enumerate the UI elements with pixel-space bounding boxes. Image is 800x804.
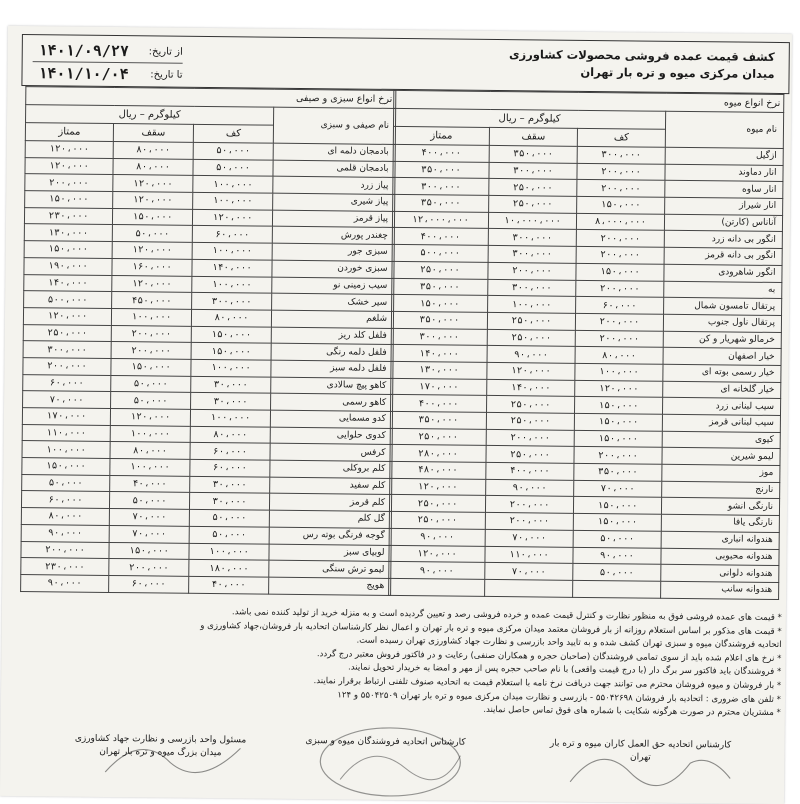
vegetable-name-cell: کدوی حلوایی: [270, 427, 392, 445]
vegetable-price-table: [20, 86, 396, 595]
vegetable-max-price-cell: ۱۰۰،۰۰۰: [110, 425, 190, 443]
vegetable-min-price-cell: ۱۰۰،۰۰۰: [191, 359, 271, 377]
vegetable-best-price-cell: ۶۰،۰۰۰: [23, 374, 111, 392]
vegetable-best-price-cell: ۱۲۰،۰۰۰: [23, 307, 111, 325]
fruit-name-cell: نارنج: [662, 481, 780, 499]
fruit-best-price-cell: ۳۵۰،۰۰۰: [393, 161, 489, 179]
fruit-best-price-cell: ۳۰۰،۰۰۰: [391, 328, 487, 346]
fruit-best-price-cell: ۱۴۰،۰۰۰: [391, 345, 487, 363]
fruit-name-cell: نارنگی انشو: [661, 498, 779, 516]
vegetable-max-price-cell: ۵۰،۰۰۰: [110, 492, 190, 510]
vegetable-max-price-cell: ۱۵۰،۰۰۰: [112, 208, 192, 226]
footnote-line: * نرخ های اعلام شده باید از سوی تمامی فروشندگان (صاحبان حجره و همکاران صنفی) رعایت و در فاکتور فروش معتبر درج گردد.: [316, 648, 782, 664]
fruit-min-price-cell: ۸۰،۰۰۰: [575, 347, 663, 365]
fruit-max-price-cell: ۲۰۰،۰۰۰: [485, 513, 573, 531]
vegetable-min-header: کف: [193, 124, 273, 143]
fruit-name-cell: به: [664, 281, 782, 299]
fruit-min-price-cell: ۲۰۰،۰۰۰: [576, 280, 664, 298]
fruit-name-cell: سیب لبنانی زرد: [663, 398, 781, 416]
vegetable-min-price-cell: ۱۴۰،۰۰۰: [192, 259, 272, 277]
fruit-min-price-cell: ۵۰،۰۰۰: [573, 564, 661, 582]
vegetable-name-cell: کلم قرمز: [270, 494, 392, 512]
fruit-max-price-cell: ۹۰،۰۰۰: [486, 479, 574, 497]
vegetable-name-cell: پیاز زرد: [273, 177, 395, 195]
fruit-max-price-cell: ۱۱۰،۰۰۰: [485, 546, 573, 564]
fruit-best-price-cell: ۳۵۰،۰۰۰: [392, 278, 488, 296]
vegetable-min-price-cell: ۱۵۰،۰۰۰: [191, 343, 271, 361]
vegetable-unit-header: کیلوگرم – ریال: [26, 105, 274, 126]
vegetable-best-price-cell: ۱۵۰،۰۰۰: [24, 241, 112, 259]
vegetable-min-price-cell: ۳۰،۰۰۰: [190, 476, 270, 494]
vegetable-min-price-cell: ۱۰۰،۰۰۰: [193, 192, 273, 210]
fruit-max-price-cell: ۷۰،۰۰۰: [485, 563, 573, 581]
vegetable-best-price-cell: ۱۱۰،۰۰۰: [22, 424, 110, 442]
vegetable-best-price-cell: ۱۵۰،۰۰۰: [25, 191, 113, 209]
vegetable-best-price-cell: ۲۰۰،۰۰۰: [25, 174, 113, 192]
vegetable-best-price-cell: ۱۵۰،۰۰۰: [22, 458, 110, 476]
fruit-max-price-cell: ۲۵۰،۰۰۰: [487, 312, 575, 330]
fruit-name-cell: پرتقال ناول جنوب: [663, 314, 781, 332]
vegetable-max-price-cell: ۲۰۰،۰۰۰: [111, 342, 191, 360]
fruit-name-cell: آناناس (کارتن): [664, 214, 782, 232]
fruit-min-price-cell: ۲۰۰،۰۰۰: [575, 313, 663, 331]
fruit-max-price-cell: ۱۲۰،۰۰۰: [487, 362, 575, 380]
fruit-min-price-cell: ۷۰،۰۰۰: [574, 480, 662, 498]
fruit-min-price-cell: ۲۰۰،۰۰۰: [574, 447, 662, 465]
fruit-min-price-cell: ۲۰۰،۰۰۰: [577, 163, 665, 181]
vegetable-max-price-cell: ۸۰،۰۰۰: [113, 142, 193, 160]
vegetable-best-price-cell: ۸۰،۰۰۰: [21, 508, 109, 526]
fruit-best-price-cell: ۱۷۰،۰۰۰: [391, 378, 487, 396]
fruit-min-price-cell: ۵۰،۰۰۰: [573, 530, 661, 548]
from-date-value: ۱۴۰۱/۰۹/۲۷: [38, 41, 130, 61]
fruit-name-cell: خیار اصفهان: [663, 348, 781, 366]
fruit-max-price-cell: ۱۰،۰۰۰،۰۰۰: [488, 212, 576, 230]
fruit-best-price-cell: ۴۰۰،۰۰۰: [392, 228, 488, 246]
fruit-best-price-cell: ۱۵۰،۰۰۰: [392, 295, 488, 313]
vegetable-max-price-cell: ۵۰،۰۰۰: [111, 375, 191, 393]
fruit-best-price-cell: ۹۰،۰۰۰: [389, 528, 485, 546]
fruit-max-price-cell: ۱۰۰،۰۰۰: [488, 296, 576, 314]
vegetable-name-cell: سیر خشک: [272, 293, 394, 311]
vegetable-min-price-cell: ۳۰،۰۰۰: [191, 393, 271, 411]
vegetable-best-price-cell: ۱۷۰،۰۰۰: [22, 408, 110, 426]
signature-inspection-officer: مسئول واحد بازرسی و نظارت جهاد کشاورزی میدان بزرگ میوه و تره بار تهران: [74, 733, 247, 759]
fruit-best-price-cell: ۳۵۰،۰۰۰: [390, 411, 486, 429]
vegetable-max-price-cell: ۵۰،۰۰۰: [111, 392, 191, 410]
vegetable-best-price-cell: ۲۳۰،۰۰۰: [24, 207, 112, 225]
vegetable-max-price-cell: ۱۲۰،۰۰۰: [113, 175, 193, 193]
fruit-best-price-cell: ۴۰۰،۰۰۰: [393, 144, 489, 162]
fruit-best-price-cell: ۴۰۰،۰۰۰: [391, 395, 487, 413]
document-title: [509, 46, 775, 83]
vegetable-name-header: نام صیفی و سبزی: [273, 107, 395, 144]
fruit-name-cell: هندوانه دلوانی: [661, 564, 779, 582]
fruit-best-price-cell: ۵۰۰،۰۰۰: [392, 245, 488, 263]
fruit-best-price-cell: ۴۸۰،۰۰۰: [390, 461, 486, 479]
vegetable-best-price-cell: ۱۲۰،۰۰۰: [25, 157, 113, 175]
fruit-min-price-cell: ۳۰۰،۰۰۰: [577, 146, 665, 164]
vegetable-name-cell: پیاز شیری: [273, 193, 395, 211]
fruit-max-price-cell: ۲۵۰،۰۰۰: [486, 446, 574, 464]
vegetable-max-price-cell: ۲۰۰،۰۰۰: [109, 559, 189, 577]
fruit-name-cell: هندوانه انباری: [661, 531, 779, 549]
fruit-name-cell: هندوانه محبوبی: [661, 548, 779, 566]
vegetable-max-price-cell: ۸۰،۰۰۰: [110, 442, 190, 460]
fruit-min-price-cell: ۱۵۰،۰۰۰: [573, 513, 661, 531]
fruit-min-price-cell: ۱۵۰،۰۰۰: [574, 413, 662, 431]
vegetable-best-price-cell: ۲۵۰،۰۰۰: [23, 324, 111, 342]
footnote-line: * بار فروشان و میوه فروشان محترم می توانند جهت دریافت نرخ نامه با استعلام قیمت به اتحادیه صنوف تلفنی ارتباط برقرار نمایند.: [313, 676, 782, 691]
vegetable-name-cell: کدو مسمایی: [270, 410, 392, 428]
fruit-name-cell: انار شیراز: [665, 197, 783, 215]
vegetable-rows: [21, 141, 396, 595]
vegetable-min-price-cell: ۱۲۰،۰۰۰: [192, 209, 272, 227]
vegetable-max-price-cell: ۴۵۰،۰۰۰: [112, 292, 192, 310]
fruit-min-price-cell: ۲۰۰،۰۰۰: [575, 330, 663, 348]
vegetable-best-price-cell: ۱۹۰،۰۰۰: [24, 257, 112, 275]
vegetable-min-price-cell: ۶۰،۰۰۰: [192, 226, 272, 244]
vegetable-min-price-cell: ۶۰،۰۰۰: [190, 459, 270, 477]
vegetable-max-price-cell: ۵۰،۰۰۰: [112, 225, 192, 243]
fruit-max-price-cell: ۲۰۰،۰۰۰: [486, 429, 574, 447]
vegetable-max-price-cell: ۱۲۰،۰۰۰: [112, 242, 192, 260]
vegetable-min-price-cell: ۱۵۰،۰۰۰: [191, 326, 271, 344]
vegetable-best-price-cell: ۵۰،۰۰۰: [22, 474, 110, 492]
vegetable-row: [21, 574, 391, 595]
title-line-2: میدان مرکزی میوه و تره بار تهران: [580, 64, 775, 81]
fruit-min-price-cell: ۱۵۰،۰۰۰: [575, 397, 663, 415]
fruit-min-price-cell: [573, 580, 661, 598]
vegetable-best-header: ممتاز: [25, 123, 113, 142]
fruit-best-price-cell: ۲۵۰،۰۰۰: [389, 495, 485, 513]
vegetable-name-cell: فلفل دلمه سبز: [271, 360, 393, 378]
fruit-best-price-cell: ۱۳۰،۰۰۰: [391, 361, 487, 379]
fruit-max-price-cell: ۲۵۰،۰۰۰: [489, 179, 577, 197]
vegetable-name-cell: لیمو ترش سنگی: [269, 560, 391, 578]
vegetable-max-price-cell: ۱۲۰،۰۰۰: [110, 408, 190, 426]
fruit-best-price-cell: ۱۲،۰۰۰،۰۰۰: [392, 211, 488, 229]
vegetable-name-cell: چغندر پورش: [272, 227, 394, 245]
vegetable-min-price-cell: ۵۰،۰۰۰: [193, 159, 273, 177]
vegetable-max-price-cell: ۱۲۰،۰۰۰: [112, 275, 192, 293]
fruit-best-price-cell: ۲۵۰،۰۰۰: [390, 428, 486, 446]
vegetable-best-price-cell: ۹۰،۰۰۰: [21, 524, 109, 542]
vegetable-name-cell: سبزی خوردن: [272, 260, 394, 278]
price-sheet: [0, 26, 792, 804]
footnote-line: * مشتریان محترم در صورت هرگونه شکایت با شماره های فوق تماس حاصل نمایند.: [483, 705, 781, 719]
fruit-min-price-cell: ۱۵۰،۰۰۰: [573, 497, 661, 515]
fruit-max-price-cell: ۳۰۰،۰۰۰: [488, 246, 576, 264]
vegetable-name-cell: کاهو پیچ سالادی: [271, 377, 393, 395]
vegetable-name-cell: هویج: [269, 577, 391, 595]
vegetable-max-price-cell: ۱۰۰،۰۰۰: [111, 308, 191, 326]
fruit-min-price-cell: ۹۰،۰۰۰: [573, 547, 661, 565]
fruit-max-price-cell: ۲۵۰،۰۰۰: [487, 396, 575, 414]
fruit-name-cell: سیب لبنانی قرمز: [662, 414, 780, 432]
vegetable-min-price-cell: ۸۰،۰۰۰: [190, 426, 270, 444]
vegetable-min-price-cell: ۵۰،۰۰۰: [193, 142, 273, 160]
fruit-min-price-cell: ۶۰،۰۰۰: [576, 297, 664, 315]
fruit-max-price-cell: ۲۰۰،۰۰۰: [485, 496, 573, 514]
footnote-line: * فروشندگان باید فاکتور سر برگ دار (با درج قیمت واقعی) با نام صاحب حجره پس از مهر و امضا به خریدار تحویل نمایند.: [347, 662, 782, 678]
vegetable-best-price-cell: ۲۰۰،۰۰۰: [23, 358, 111, 376]
vegetable-best-price-cell: ۱۴۰،۰۰۰: [24, 274, 112, 292]
fruit-min-price-cell: ۸،۰۰۰،۰۰۰: [576, 213, 664, 231]
vegetable-min-price-cell: ۱۰۰،۰۰۰: [189, 543, 269, 561]
vegetable-name-cell: کلم سفید: [270, 477, 392, 495]
fruit-best-price-cell: ۳۵۰،۰۰۰: [391, 311, 487, 329]
fruit-max-price-cell: ۷۰،۰۰۰: [485, 529, 573, 547]
to-date-row: [32, 62, 182, 86]
fruit-min-price-cell: ۲۰۰،۰۰۰: [576, 246, 664, 264]
fruit-min-price-cell: ۲۰۰،۰۰۰: [577, 180, 665, 198]
fruit-name-cell: پرتقال تامسون شمال: [664, 297, 782, 315]
vegetable-max-price-cell: ۷۰،۰۰۰: [109, 525, 189, 543]
fruit-rows: [389, 144, 784, 599]
vegetable-min-price-cell: ۱۰۰،۰۰۰: [192, 276, 272, 294]
vegetable-min-price-cell: ۱۰۰،۰۰۰: [190, 409, 270, 427]
vegetable-name-cell: سبزی جور: [272, 243, 394, 261]
vegetable-best-price-cell: ۹۰،۰۰۰: [21, 574, 109, 592]
fruit-min-price-cell: ۲۰۰،۰۰۰: [576, 230, 664, 248]
vegetable-max-price-cell: ۱۰۰،۰۰۰: [110, 459, 190, 477]
from-date-label: از تاریخ:: [148, 45, 183, 58]
fruit-min-price-cell: ۱۵۰،۰۰۰: [576, 263, 664, 281]
footnote-line: * تلفن های ضروری : اتحادیه بار فروشان ۵۵۰۴۲۶۹۸ - بازرسی و نظارت میدان مرکزی میوه و تره بار تهران ۵۵۰۴۲۵۰۹ و ۱۲۴: [337, 689, 782, 705]
fruit-best-price-cell: ۱۲۰،۰۰۰: [389, 545, 485, 563]
fruit-name-cell: انگور بی دانه قرمز: [664, 247, 782, 265]
fruit-name-cell: لیمو شیرین: [662, 448, 780, 466]
fruit-max-price-cell: ۳۵۰،۰۰۰: [489, 145, 577, 163]
fruit-min-price-cell: ۱۵۰،۰۰۰: [577, 196, 665, 214]
fruit-max-price-cell: ۲۰۰،۰۰۰: [488, 262, 576, 280]
fruit-min-price-cell: ۱۰۰،۰۰۰: [575, 363, 663, 381]
fruit-max-price-cell: ۱۴۰،۰۰۰: [487, 379, 575, 397]
to-date-value: ۱۴۰۱/۱۰/۰۴: [38, 64, 129, 84]
fruit-min-header: کف: [577, 128, 665, 147]
vegetable-name-cell: گل کلم: [269, 510, 391, 528]
fruit-name-cell: هندوانه سانب: [661, 581, 779, 599]
vegetable-name-cell: بادمجان دلمه ای: [273, 143, 395, 161]
fruit-best-price-cell: ۲۸۰،۰۰۰: [390, 445, 486, 463]
vegetable-min-price-cell: ۳۰،۰۰۰: [190, 493, 270, 511]
vegetable-name-cell: گوجه فرنگی بوته رس: [269, 527, 391, 545]
fruit-best-price-cell: [389, 578, 485, 596]
footnote-line: * قیمت های مذکور بر اساس استعلام روزانه از بار فروشان معتمد میدان مرکزی میوه و تره بار تهران و اعمال نظر کارشناسان اتحادیه بار فروشان،جهاد کشاورزی و: [200, 620, 782, 637]
signature-brokers-union-expert: کارشناس اتحادیه حق العمل کاران میوه و تره بار تهران: [549, 738, 732, 763]
fruit-max-price-cell: ۲۵۰،۰۰۰: [487, 329, 575, 347]
fruit-max-price-cell: ۲۵۰،۰۰۰: [489, 196, 577, 214]
fruit-best-price-cell: ۳۵۰،۰۰۰: [393, 194, 489, 212]
vegetable-name-cell: فلفل دلمه رنگی: [271, 343, 393, 361]
title-line-1: کشف قیمت عمده فروشی محصولات کشاورزی: [508, 47, 775, 64]
fruit-max-price-cell: ۲۵۰،۰۰۰: [486, 412, 574, 430]
vegetable-min-price-cell: ۵۰،۰۰۰: [189, 526, 269, 544]
fruit-best-price-cell: ۲۵۰،۰۰۰: [389, 512, 485, 530]
fruit-best-header: ممتاز: [393, 126, 489, 145]
fruit-min-price-cell: ۱۲۰،۰۰۰: [575, 380, 663, 398]
vegetable-max-price-cell: ۱۵۰،۰۰۰: [109, 542, 189, 560]
fruit-max-price-cell: ۳۰۰،۰۰۰: [488, 279, 576, 297]
fruit-section-title: نرخ انواع میوه: [394, 90, 784, 112]
vegetable-min-price-cell: ۳۰۰،۰۰۰: [192, 293, 272, 311]
fruit-unit-header: کیلوگرم – ریال: [393, 108, 665, 129]
fruit-best-price-cell: ۳۰۰،۰۰۰: [393, 178, 489, 196]
fruit-min-price-cell: ۳۵۰،۰۰۰: [574, 463, 662, 481]
fruit-min-price-cell: ۱۵۰،۰۰۰: [574, 430, 662, 448]
vegetable-max-price-cell: ۸۰،۰۰۰: [113, 158, 193, 176]
vegetable-min-price-cell: ۱۰۰،۰۰۰: [192, 242, 272, 260]
fruit-max-price-cell: ۳۰۰،۰۰۰: [489, 162, 577, 180]
vegetable-best-price-cell: ۱۲۰،۰۰۰: [25, 141, 113, 159]
fruit-price-table: [388, 90, 784, 600]
vegetable-best-price-cell: ۲۰۰،۰۰۰: [21, 541, 109, 559]
vegetable-name-cell: کرفس: [270, 444, 392, 462]
vegetable-max-price-cell: ۶۰،۰۰۰: [109, 575, 189, 593]
vegetable-min-price-cell: ۶۰،۰۰۰: [190, 443, 270, 461]
fruit-best-price-cell: ۹۰،۰۰۰: [389, 562, 485, 580]
vegetable-min-price-cell: ۳۰،۰۰۰: [191, 376, 271, 394]
to-date-label: تا تاریخ:: [150, 68, 183, 81]
vegetable-name-cell: لوبیای سبز: [269, 544, 391, 562]
vegetable-max-price-cell: ۲۰۰،۰۰۰: [111, 325, 191, 343]
vegetable-best-price-cell: ۱۳۰،۰۰۰: [24, 224, 112, 242]
document-header: [21, 34, 790, 94]
vegetable-min-price-cell: ۴۰،۰۰۰: [189, 576, 269, 594]
round-stamp-icon: [310, 719, 471, 801]
vegetable-min-price-cell: ۵۰،۰۰۰: [189, 509, 269, 527]
vegetable-name-cell: بادمجان قلمی: [273, 160, 395, 178]
vegetable-max-header: سقف: [113, 124, 193, 143]
fruit-name-cell: انار ساوه: [665, 181, 783, 199]
vegetable-name-cell: کلم بروکلی: [270, 460, 392, 478]
fruit-name-cell: ازگیل: [665, 147, 783, 165]
fruit-name-cell: خیار رسمی بوته ای: [663, 364, 781, 382]
fruit-max-price-cell: ۳۰۰،۰۰۰: [488, 229, 576, 247]
vegetable-min-price-cell: ۱۰۰،۰۰۰: [193, 176, 273, 194]
fruit-name-cell: خرمالو شهریار و کن: [663, 331, 781, 349]
vegetable-name-cell: سیب زمینی نو: [272, 277, 394, 295]
vegetable-best-price-cell: ۳۰۰،۰۰۰: [23, 341, 111, 359]
vegetable-min-price-cell: ۱۸۰،۰۰۰: [189, 560, 269, 578]
footnote-line: * قیمت های عمده فروشی فوق به منظور نظارت و کنترل قیمت عمده و خرده فروشی رصد و تعیین گردیده است و به منزله خرید از تولید کننده نمی باشد.: [231, 607, 782, 624]
fruit-max-header: سقف: [489, 127, 577, 146]
vegetable-best-price-cell: ۲۳۰،۰۰۰: [21, 558, 109, 576]
vegetable-name-cell: شلغم: [271, 310, 393, 328]
date-range: [32, 39, 182, 86]
fruit-max-price-cell: [485, 579, 573, 597]
fruit-name-cell: خیار گلخانه ای: [663, 381, 781, 399]
vegetable-name-cell: فلفل کلد ریز: [271, 327, 393, 345]
fruit-name-header: نام میوه: [665, 111, 783, 148]
fruit-best-price-cell: ۱۲۰،۰۰۰: [390, 478, 486, 496]
vegetable-max-price-cell: ۴۰،۰۰۰: [110, 475, 190, 493]
footnotes: [15, 604, 782, 721]
fruit-name-cell: انگور بی دانه زرد: [664, 231, 782, 249]
fruit-name-cell: نارنگی یافا: [661, 514, 779, 532]
fruit-max-price-cell: ۴۰۰،۰۰۰: [486, 462, 574, 480]
vegetable-section-title: نرخ انواع سبزی و صیفی: [26, 87, 396, 109]
vegetable-max-price-cell: ۷۰،۰۰۰: [109, 509, 189, 527]
vegetable-best-price-cell: ۶۰،۰۰۰: [21, 491, 109, 509]
signature-vendors-union-expert: کارشناس اتحادیه فروشندگان میوه و سبزی: [305, 736, 466, 748]
fruit-name-cell: انگور شاهرودی: [664, 264, 782, 282]
fruit-name-cell: انار دماوند: [665, 164, 783, 182]
vegetable-name-cell: کاهو رسمی: [271, 393, 393, 411]
vegetable-min-price-cell: ۸۰،۰۰۰: [191, 309, 271, 327]
fruit-best-price-cell: ۲۵۰،۰۰۰: [392, 261, 488, 279]
vegetable-max-price-cell: ۱۶۰،۰۰۰: [112, 258, 192, 276]
footnote-line: اتحادیه فروشندگان میوه و سبزی تهران کشف شده و به تایید واحد بازرسی و نظارت جهاد کشاورزی تهران رسیده است.: [356, 635, 782, 651]
vegetable-name-cell: پیاز قرمز: [272, 210, 394, 228]
vegetable-max-price-cell: ۱۲۰،۰۰۰: [113, 192, 193, 210]
from-date-row: [33, 39, 183, 64]
vegetable-best-price-cell: ۱۰۰،۰۰۰: [22, 441, 110, 459]
fruit-name-cell: کیوی: [662, 431, 780, 449]
fruit-max-price-cell: ۹۰،۰۰۰: [487, 346, 575, 364]
vegetable-max-price-cell: ۱۵۰،۰۰۰: [111, 358, 191, 376]
fruit-row: [389, 578, 779, 599]
vegetable-best-price-cell: ۵۰۰،۰۰۰: [24, 291, 112, 309]
fruit-name-cell: موز: [662, 464, 780, 482]
vegetable-best-price-cell: ۷۰،۰۰۰: [23, 391, 111, 409]
